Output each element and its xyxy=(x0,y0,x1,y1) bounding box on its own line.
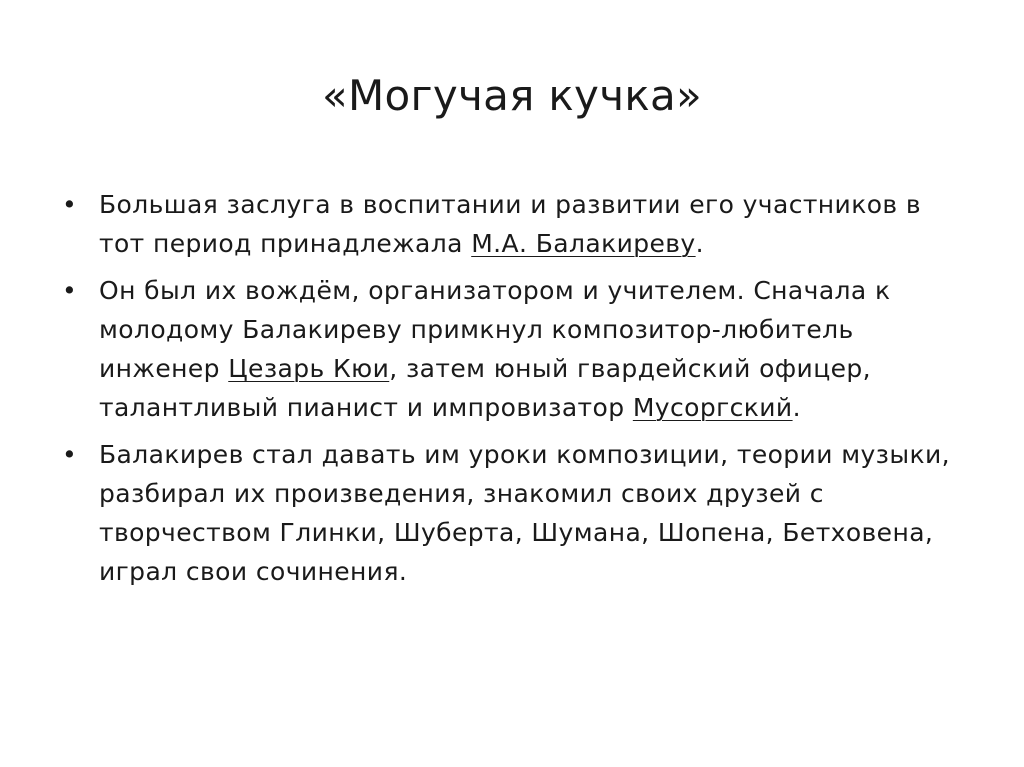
bullet-dot-icon: • xyxy=(62,440,78,469)
bullet-list xyxy=(62,185,967,599)
bullet-text: Он был их вождём, организатором и учителем. Сначала к молодому Балакиреву примкнул композитор-любитель инженер xyxy=(99,276,891,383)
bullet-dot-icon: • xyxy=(62,190,78,219)
bullet-item xyxy=(62,435,967,591)
balakirev-link[interactable]: М.А. Балакиреву xyxy=(471,229,696,258)
bullet-text-end: . xyxy=(792,393,801,422)
bullet-dot-icon: • xyxy=(62,276,78,305)
bullet-text: Большая заслуга в воспитании и развитии его участников в тот период принадлежала xyxy=(99,190,922,258)
bullet-text-end: . xyxy=(695,229,704,258)
bullet-item xyxy=(62,185,967,263)
slide-title: «Могучая кучка» xyxy=(321,71,703,120)
mussorgsky-link[interactable]: Мусоргский xyxy=(632,393,793,422)
bullet-text: Балакирев стал давать им уроки композиции, теории музыки, разбирал их произведения, знакомил своих друзей с творчеством Глинки, Шуберта, Шумана, Шопена, Бетховена, играл свои сочинения. xyxy=(99,440,950,586)
bullet-item xyxy=(62,271,967,427)
bullet-text-middle: , затем юный гвардейский офицер, талантливый пианист и импровизатор xyxy=(99,354,872,422)
cui-link[interactable]: Цезарь Кюи xyxy=(228,354,390,383)
